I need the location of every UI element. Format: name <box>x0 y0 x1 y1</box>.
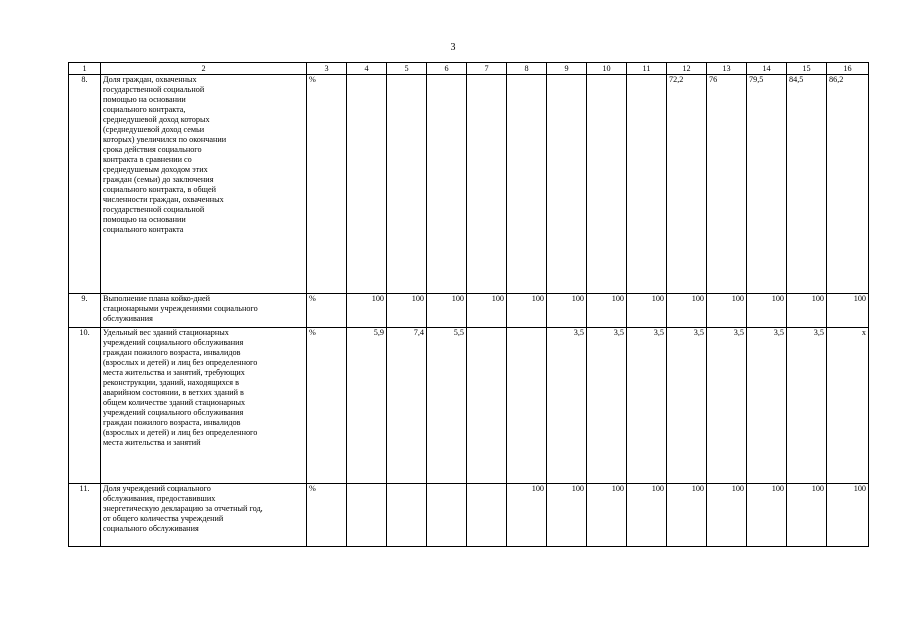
value-cell: х <box>827 328 869 484</box>
value-cell: 100 <box>667 294 707 328</box>
value-cell: 100 <box>507 484 547 547</box>
column-number-header: 10 <box>587 63 627 75</box>
value-cell <box>427 75 467 294</box>
row-index-cell: 9. <box>69 294 101 328</box>
value-cell: 72,2 <box>667 75 707 294</box>
value-cell: 100 <box>787 294 827 328</box>
value-cell: 3,5 <box>587 328 627 484</box>
table-row <box>69 328 869 484</box>
column-number-header: 12 <box>667 63 707 75</box>
value-cell: 100 <box>627 484 667 547</box>
value-cell <box>347 484 387 547</box>
row-index-cell: 8. <box>69 75 101 294</box>
column-number-header: 1 <box>69 63 101 75</box>
value-cell: 100 <box>707 484 747 547</box>
unit-cell: % <box>307 294 347 328</box>
value-cell <box>507 75 547 294</box>
value-cell: 100 <box>587 484 627 547</box>
value-cell: 3,5 <box>787 328 827 484</box>
column-number-header: 11 <box>627 63 667 75</box>
value-cell <box>387 484 427 547</box>
value-cell: 5,9 <box>347 328 387 484</box>
column-number-header: 5 <box>387 63 427 75</box>
value-cell: 84,5 <box>787 75 827 294</box>
value-cell: 100 <box>427 294 467 328</box>
column-number-header: 16 <box>827 63 869 75</box>
column-number-header: 14 <box>747 63 787 75</box>
value-cell <box>467 484 507 547</box>
indicator-description-cell: Доля граждан, охваченных государственной социальной помощью на основании социального контракта, среднедушевой доход которых (среднедушевой доход семьи которых) увеличился по окончании срока действия социального контракта в сравнении со среднедушевым доходом этих граждан (семьи) до заключения социального контракта, в общей численности граждан, охваченных государственной социальной помощью на основании социального контракта <box>101 75 307 294</box>
value-cell: 3,5 <box>547 328 587 484</box>
unit-cell: % <box>307 75 347 294</box>
value-cell: 100 <box>747 484 787 547</box>
column-number-header: 2 <box>101 63 307 75</box>
column-number-header: 3 <box>307 63 347 75</box>
value-cell <box>387 75 427 294</box>
unit-cell: % <box>307 484 347 547</box>
value-cell: 100 <box>467 294 507 328</box>
column-number-header: 8 <box>507 63 547 75</box>
value-cell: 100 <box>667 484 707 547</box>
value-cell: 100 <box>547 484 587 547</box>
value-cell <box>627 75 667 294</box>
unit-cell: % <box>307 328 347 484</box>
value-cell: 5,5 <box>427 328 467 484</box>
value-cell: 100 <box>747 294 787 328</box>
value-cell: 3,5 <box>707 328 747 484</box>
table-row <box>69 75 869 294</box>
indicator-description-cell: Доля учреждений социального обслуживания, предоставивших энергетическую декларацию за отчетный год, от общего количества учреждений социального обслуживания <box>101 484 307 547</box>
value-cell: 76 <box>707 75 747 294</box>
value-cell <box>467 328 507 484</box>
column-number-header: 4 <box>347 63 387 75</box>
value-cell: 100 <box>587 294 627 328</box>
value-cell: 100 <box>347 294 387 328</box>
value-cell <box>347 75 387 294</box>
column-number-header: 6 <box>427 63 467 75</box>
value-cell: 100 <box>707 294 747 328</box>
value-cell: 100 <box>507 294 547 328</box>
value-cell: 86,2 <box>827 75 869 294</box>
value-cell <box>547 75 587 294</box>
value-cell: 100 <box>547 294 587 328</box>
value-cell: 100 <box>827 484 869 547</box>
indicator-description-cell: Удельный вес зданий стационарных учреждений социального обслуживания граждан пожилого возраста, инвалидов (взрослых и детей) и лиц без определенного места жительства и занятий, требующих реконструкции, зданий, находящихся в аварийном состоянии, в ветхих зданий в общем количестве зданий стационарных учреждений социального обслуживания граждан пожилого возраста, инвалидов (взрослых и детей) и лиц без определенного места жительства и занятий <box>101 328 307 484</box>
value-cell: 79,5 <box>747 75 787 294</box>
column-number-header: 9 <box>547 63 587 75</box>
value-cell: 100 <box>387 294 427 328</box>
table-row <box>69 294 869 328</box>
page-number: 3 <box>450 42 456 53</box>
row-index-cell: 10. <box>69 328 101 484</box>
value-cell: 100 <box>827 294 869 328</box>
column-number-header: 13 <box>707 63 747 75</box>
value-cell: 7,4 <box>387 328 427 484</box>
value-cell <box>467 75 507 294</box>
value-cell: 100 <box>627 294 667 328</box>
column-number-header: 7 <box>467 63 507 75</box>
value-cell: 3,5 <box>667 328 707 484</box>
value-cell <box>507 328 547 484</box>
row-index-cell: 11. <box>69 484 101 547</box>
value-cell <box>587 75 627 294</box>
table-header-row <box>69 63 869 75</box>
value-cell: 3,5 <box>747 328 787 484</box>
table-row <box>69 484 869 547</box>
indicator-description-cell: Выполнение плана койко-дней стационарными учреждениями социального обслуживания <box>101 294 307 328</box>
column-number-header: 15 <box>787 63 827 75</box>
value-cell: 3,5 <box>627 328 667 484</box>
indicators-table <box>68 62 869 547</box>
value-cell <box>427 484 467 547</box>
value-cell: 100 <box>787 484 827 547</box>
